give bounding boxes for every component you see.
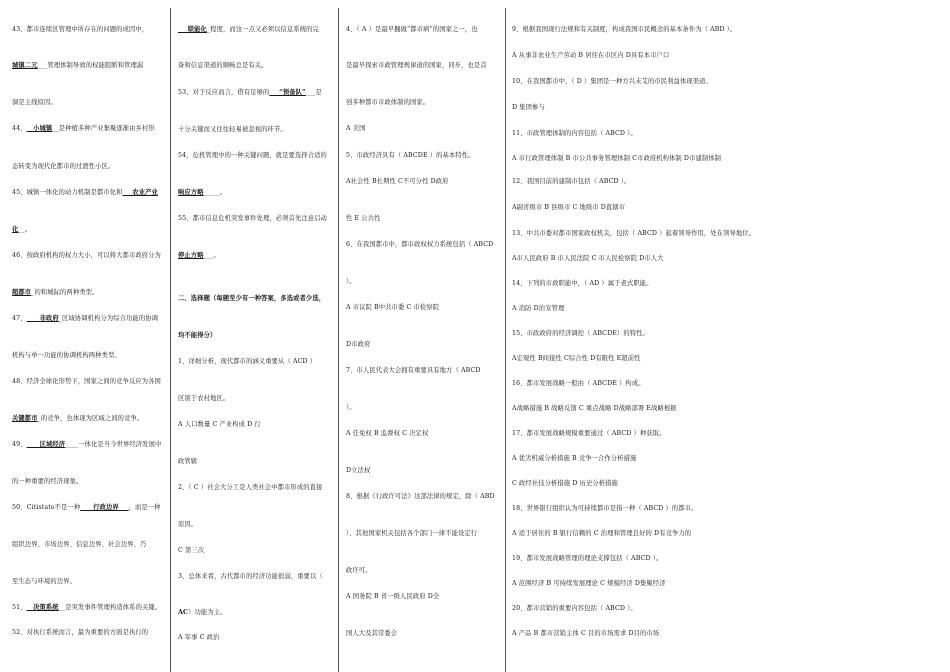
- text-line: [346, 467, 370, 475]
- text-line: [346, 404, 356, 412]
- line-text: 48、经济全球化形势下，国家之间的竞争反应为各国: [12, 378, 161, 385]
- answer-blank: 停止方略: [178, 252, 204, 259]
- answer-blank: ___联能化: [178, 26, 207, 33]
- text-line: [12, 252, 161, 260]
- line-text: 1、详细分析，现代都市的涵义重要从（ ACD ）: [178, 358, 317, 365]
- answer-blank: __小城镇: [26, 125, 53, 132]
- line-text: 的一种重要的经济现象。: [12, 478, 83, 485]
- text-line: [12, 163, 114, 171]
- line-text: A副省级市 B 县级市 C 地级市 D直辖市: [512, 204, 626, 211]
- answer-blank: ___农业产业: [122, 189, 158, 196]
- text-line: [512, 605, 637, 613]
- line-text: 43、都市连续区管理中所存在的问题的成因中，: [12, 26, 149, 33]
- line-text: A 市议院 B中共市委 C 市检察院: [346, 304, 440, 311]
- text-line: [178, 89, 322, 97]
- line-text: 态转变为现代化都市的过渡性小区。: [12, 163, 115, 170]
- text-line: [346, 278, 356, 286]
- text-line: [346, 241, 493, 249]
- line-text: 19、都市发展战略管理的理论支撑包括（ ABCD ）。: [512, 555, 663, 562]
- text-line: [178, 252, 220, 260]
- line-text: 10、在我国都市中，（ D ）集团是一种方兴未艾的市民利益体现渠道。: [512, 78, 712, 85]
- line-text: 18、世界银行组织认为可持续都市是指一种（ ABCD ）的都市。: [512, 505, 698, 512]
- text-line: [512, 405, 677, 413]
- text-line: [178, 484, 322, 492]
- text-line: [512, 255, 664, 263]
- line-text: ____一体化是当今世界经济发展中: [65, 441, 162, 448]
- line-text: D立法权: [346, 467, 371, 474]
- text-line: [178, 126, 287, 134]
- text-line: [346, 215, 381, 223]
- line-text: _区域协调机构分为综合功能的协调: [58, 315, 159, 322]
- text-line: [346, 152, 475, 160]
- column-divider: [505, 8, 506, 672]
- bold-text: AC: [178, 609, 189, 616]
- text-line: [178, 573, 323, 581]
- line-text: 国人大及其常委会: [346, 630, 398, 637]
- text-line: [346, 178, 449, 186]
- text-line: [12, 189, 158, 197]
- line-text: ___管理体制导致的权能阻断和管理漏: [37, 62, 144, 69]
- line-text: A 从事非农业生产劳动 B 居住在市区内 D具有本市户口: [512, 52, 670, 59]
- line-text: _程度，而这一点又必须以信息系统的完: [206, 26, 319, 33]
- text-line: [512, 530, 691, 538]
- line-text: 政许可。: [346, 567, 372, 574]
- answer-blank: ___“预备队”: [269, 89, 306, 96]
- text-line: [12, 629, 148, 637]
- text-line: [12, 541, 146, 549]
- line-text: 51、: [12, 604, 27, 611]
- text-line: [512, 52, 669, 60]
- line-text: 区别于农村地区。: [178, 395, 230, 402]
- text-line: [178, 332, 216, 340]
- line-text: 52、对执行系统而言，最为重要的方面是执行的: [12, 629, 149, 636]
- line-text: 2、（ C ）社会大分工是人类社会中都市形成的直接: [178, 484, 323, 491]
- line-text: ）。: [346, 278, 356, 285]
- text-line: [346, 304, 439, 312]
- column-3: [346, 0, 498, 672]
- line-text: 洞是主线原因。: [12, 99, 57, 106]
- line-text: _的和城际的两种类型。: [31, 289, 99, 296]
- text-line: [178, 62, 268, 70]
- line-text: __是突发事件管理构造体系的关键。: [58, 604, 162, 611]
- line-text: C 政经社技分析措施 D 历史分析措施: [512, 480, 618, 487]
- line-text: A 消防 D治安管理: [512, 305, 565, 312]
- line-text: A 军事 C 政治: [178, 634, 220, 641]
- text-line: [12, 578, 76, 586]
- answer-blank: ____行政边界___: [80, 504, 129, 511]
- line-text: 8、根据《行政许可法》这部法律的规定，除（ ABD: [346, 493, 495, 500]
- line-text: D市政府: [346, 341, 371, 348]
- text-line: [346, 367, 481, 375]
- text-line: [178, 609, 227, 617]
- text-line: [178, 421, 261, 429]
- line-text: 45、城镇一体化的动力机制是都市化和: [12, 189, 123, 196]
- column-divider: [170, 8, 171, 672]
- text-line: [346, 125, 366, 133]
- column-2: [178, 0, 336, 672]
- line-text: 15、市政政府的经济调控（ ABCDE）的特性。: [512, 330, 649, 337]
- line-text: 12、我国目前的建制市包括（ ABCD ）。: [512, 178, 631, 185]
- text-line: [346, 530, 477, 538]
- text-line: [12, 125, 155, 133]
- answer-blank: __决策系统: [26, 604, 59, 611]
- line-text: C 第三次: [178, 547, 205, 554]
- line-text: ）功能为主。: [188, 609, 227, 616]
- text-line: [178, 521, 197, 529]
- text-line: [12, 226, 31, 234]
- text-line: [178, 26, 319, 34]
- text-line: [12, 62, 143, 70]
- line-text: A 美国: [346, 125, 366, 132]
- bold-text: 二、选择题（每题至少有一种答案，多选或者少选，: [178, 295, 326, 302]
- text-line: [178, 395, 229, 403]
- line-text: 机构与单一功能的协调机构两种类型。: [12, 352, 121, 359]
- line-text: 47、: [12, 315, 27, 322]
- answer-blank: 城镇二元: [12, 62, 38, 69]
- line-text: 7、市人民代表大会拥有重要具有地方（ ABCD: [346, 367, 481, 374]
- text-line: [346, 630, 397, 638]
- text-line: [512, 380, 645, 388]
- line-text: 11、市政管理体制的内容包括（ ABCD ）。: [512, 130, 637, 137]
- line-text: _的竞争，也体现为区域之间的竞争。: [37, 415, 144, 422]
- text-line: [512, 178, 630, 186]
- line-text: 十分关键而又往往轻易被忽视的环节。: [178, 126, 287, 133]
- column-divider: [338, 8, 339, 672]
- line-text: 3、总体来看，古代都市的经济功能很弱，重要以（: [178, 573, 323, 580]
- line-text: 13、中共市委对都市国家政权机关，包括（ ABCD ）起着领导作用，处在领导地位。: [512, 230, 756, 237]
- line-text: 46、按政府机构的权力大小，可以将大都市政府分为: [12, 252, 161, 259]
- line-text: A 适于居住的 B 银行信赖的 C 治理和管理良好的 D有竞争力的: [512, 530, 692, 537]
- column-1: [12, 0, 164, 672]
- line-text: 55、都市信息危机突发事件处理，必须首先注意启动: [178, 215, 327, 222]
- line-text: A 产品 B 都市营销主体 C 目的市场需求 D目的市场: [512, 630, 660, 637]
- line-text: 性 E 公共性: [346, 215, 381, 222]
- text-line: [512, 355, 641, 363]
- line-text: 原因。: [178, 521, 198, 528]
- line-text: A 范围经济 B 可持续发展理论 C 规模经济 D集聚经济: [512, 580, 666, 587]
- line-text: 14、下列的市政职能中，（ AD ）属于老式职能。: [512, 280, 653, 287]
- text-line: [12, 99, 57, 107]
- text-line: [346, 430, 428, 438]
- answer-blank: ____区域经济: [26, 441, 66, 448]
- line-text: A 优劣机威分析措施 B 竞争一合作分析措施: [512, 455, 637, 462]
- text-line: [178, 295, 325, 303]
- line-text: A 人口数量 C 产业构成 D 行: [178, 421, 261, 428]
- text-line: [512, 580, 666, 588]
- text-line: [12, 604, 161, 612]
- text-line: [12, 441, 161, 449]
- line-text: 4、（ A ）是最早翻做“都市病”的国家之一，也: [346, 26, 478, 33]
- text-line: [346, 493, 495, 501]
- line-text: 创多种都市市政体制的国家。: [346, 99, 430, 106]
- text-line: [346, 99, 429, 107]
- text-line: [12, 289, 98, 297]
- line-text: 20、都市营销的重要内容包括（ ABCD ）。: [512, 605, 637, 612]
- line-text: ，而是一种: [128, 504, 161, 511]
- line-text: 组织边界、市场边界、信息边界、社会边界、乃: [12, 541, 147, 548]
- line-text: ___。: [203, 252, 220, 259]
- text-line: [178, 215, 327, 223]
- answer-blank: 响应方略: [178, 189, 204, 196]
- line-text: __是种植多种产业集聚逐渐由乡村形: [52, 125, 155, 132]
- line-text: A社会性 B长期性 C不可分性 D政府: [346, 178, 449, 185]
- answer-blank: 超都市: [12, 289, 32, 296]
- text-line: [512, 305, 564, 313]
- text-line: [512, 104, 545, 112]
- line-text: 备和信息渠道的顺畅总是有关。: [178, 62, 268, 69]
- line-text: 50、Citistate不是一种: [12, 504, 81, 511]
- text-line: [512, 505, 698, 513]
- line-text: A战略措施 B 战略反馈 C 重点战略 D战略部署 E战略根据: [512, 405, 677, 412]
- line-text: A 国务院 B 省一级人民政府 D全: [346, 593, 440, 600]
- line-text: 16、都市发展战略一般由（ ABCDE ）构成。: [512, 380, 645, 387]
- line-text: 至生态与环境的边界。: [12, 578, 76, 585]
- text-line: [512, 78, 712, 86]
- text-line: [12, 315, 158, 323]
- text-line: [512, 455, 636, 463]
- line-text: A市人民政府 B 市人民法院 C 市人民检察院 D市人大: [512, 255, 664, 262]
- text-line: [12, 378, 161, 386]
- text-line: [12, 26, 148, 34]
- text-line: [512, 430, 666, 438]
- line-text: 17、都市发展战略规模重要通过（ ABCD ）种获取。: [512, 430, 666, 437]
- text-line: [12, 352, 121, 360]
- text-line: [178, 152, 327, 160]
- line-text: 54、危机管理中的一种关键问题，就是要选择合适的: [178, 152, 327, 159]
- text-line: [178, 458, 197, 466]
- text-line: [346, 567, 372, 575]
- line-text: _____。: [203, 189, 227, 196]
- column-4: [512, 0, 942, 672]
- text-line: [346, 341, 370, 349]
- text-line: [512, 330, 649, 338]
- text-line: [512, 204, 625, 212]
- text-line: [178, 634, 219, 642]
- line-text: A宏观性 B间接性 C综合性 D有限性 E超前性: [512, 355, 641, 362]
- line-text: A 市行政管理体制 B 市公共事务管理体制 C市政府机构体制 D市建制体制: [512, 155, 722, 162]
- line-text: A 任免权 B 监督权 C 决定权: [346, 430, 429, 437]
- text-line: [346, 26, 478, 34]
- line-text: __。: [18, 226, 32, 233]
- text-line: [178, 358, 316, 366]
- line-text: ）、其他国家机关包括各个部门一律不能设定行: [346, 530, 478, 537]
- answer-blank: ____非政府: [26, 315, 59, 322]
- line-text: D 集团参与: [512, 104, 545, 111]
- text-line: [512, 130, 637, 138]
- text-line: [178, 189, 226, 197]
- text-line: [512, 555, 662, 563]
- line-text: 44、: [12, 125, 27, 132]
- text-line: [512, 230, 755, 238]
- line-text: ）。: [346, 404, 356, 411]
- text-line: [12, 478, 82, 486]
- line-text: 53、对于反应而言，借有足够的: [178, 89, 270, 96]
- text-line: [512, 280, 653, 288]
- text-line: [512, 480, 618, 488]
- line-text: 9、根据我国现行法规和有关制度，构成我国市民概念的基本条件为（ ABD ）。: [512, 26, 737, 33]
- text-line: [512, 26, 736, 34]
- text-line: [346, 62, 487, 70]
- line-text: 是最早探索市政管理规律道的国家，同步，也是首: [346, 62, 487, 69]
- line-text: 政管辖: [178, 458, 198, 465]
- answer-blank: 化: [12, 226, 19, 233]
- line-text: 49、: [12, 441, 27, 448]
- line-text: ___是: [305, 89, 322, 96]
- text-line: [346, 593, 439, 601]
- line-text: 5、市政经济具有（ ABCDE ）的基本特性。: [346, 152, 475, 159]
- answer-blank: 关键都市: [12, 415, 38, 422]
- text-line: [178, 547, 204, 555]
- text-line: [12, 504, 161, 512]
- line-text: 6、在我国都市中，都市政权权力系统包括（ ABCD: [346, 241, 494, 248]
- text-line: [512, 155, 721, 163]
- text-line: [12, 415, 143, 423]
- text-line: [512, 630, 659, 638]
- bold-text: 均不能得分）: [178, 332, 217, 339]
